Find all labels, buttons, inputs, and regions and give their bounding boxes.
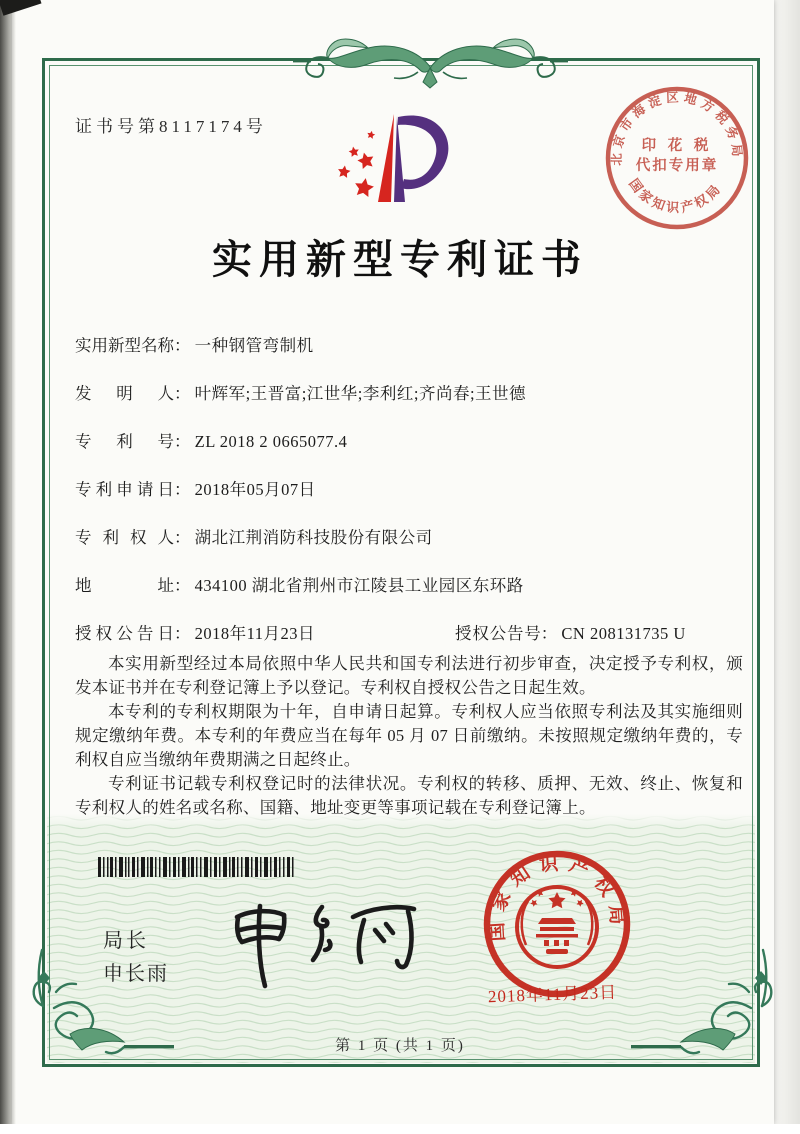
field-label: 实用新型名称	[75, 336, 174, 355]
tax-stamp	[603, 84, 751, 232]
field-value-filing-date: 2018年05月07日	[194, 480, 316, 499]
signer-name: 申长雨	[103, 963, 169, 985]
field-value-utility-model-name: 一种钢管弯制机	[194, 336, 314, 355]
field-value-inventors: 叶辉军;王晋富;江世华;李利红;齐尚春;王世德	[194, 384, 527, 403]
field-value-patent-number: ZL 2018 2 0665077.4	[194, 432, 348, 451]
field-label: 地址	[75, 576, 174, 595]
tax-stamp-top-text: 北京市海淀区地方税务局	[609, 90, 745, 166]
field-row: 专利权人： 湖北江荆消防科技股份有限公司	[75, 524, 745, 572]
tax-stamp-center-line1: 印 花 税	[641, 138, 713, 154]
scan-edge-right	[774, 0, 800, 1134]
signer-role: 局长	[103, 930, 149, 952]
border-ornament-bottom-right	[631, 948, 779, 1060]
logo-stars	[337, 130, 376, 198]
field-row-grant: 授权公告日： 2018年11月23日 授权公告号： CN 208131735 U	[75, 620, 745, 668]
field-label: 发明人	[75, 384, 174, 403]
field-row: 专利号： ZL 2018 2 0665077.4	[75, 428, 745, 476]
field-row: 实用新型名称： 一种钢管弯制机	[75, 332, 745, 380]
scan-edge-bottom	[0, 1124, 800, 1134]
certificate-title: 实用新型专利证书	[212, 237, 588, 282]
field-value-grant-date: 2018年11月23日	[194, 624, 316, 643]
seal-date: 2018年11月23日	[487, 982, 618, 1007]
legal-paragraph-2: 本专利的专利权期限为十年，自申请日起算。专利权人应当依照专利法及其实施细则规定缴纳年费。本专利的年费应当在每年 05 月 07 日前缴纳。未按照规定缴纳年费的，专利权自应当缴纳年费期满之日起终止。	[75, 702, 743, 769]
seal-ring-text: 国家知识产权局	[486, 853, 628, 942]
page-footer: 第 1 页 (共 1 页)	[335, 1038, 465, 1054]
field-row: 地址： 434100 湖北省荆州市江陵县工业园区东环路	[75, 572, 745, 620]
cnipa-logo	[332, 98, 492, 228]
field-value-address: 434100 湖北省荆州市江陵县工业园区东环路	[194, 576, 524, 595]
legal-text	[75, 652, 743, 820]
logo-red-spike	[378, 114, 394, 202]
national-emblem	[517, 887, 597, 967]
logo-p-bowl	[398, 115, 448, 189]
logo-purple-bar	[394, 116, 405, 202]
legal-paragraph-3: 专利证书记载专利权登记时的法律状况。专利权的转移、质押、无效、终止、恢复和专利权人的姓名或名称、国籍、地址变更等事项记载在专利登记簿上。	[75, 774, 743, 817]
scan-edge-left	[0, 0, 16, 1134]
tax-stamp-center-line2: 代扣专用章	[635, 158, 719, 174]
field-row: 发明人： 叶辉军;王晋富;江世华;李利红;齐尚春;王世德	[75, 380, 745, 428]
field-value-patentee: 湖北江荆消防科技股份有限公司	[194, 528, 433, 547]
field-label: 专利号	[75, 432, 174, 451]
svg-text:北京市海淀区地方税务局	[610, 89, 745, 165]
field-label: 专利权人	[75, 528, 174, 547]
signature-handwriting	[225, 868, 425, 998]
svg-text:国家知识产权局	[626, 176, 725, 215]
field-value-grant-number: CN 208131735 U	[561, 624, 686, 643]
field-list	[75, 332, 745, 668]
tax-stamp-bottom-text: 国家知识产权局	[626, 175, 725, 216]
border-ornament-bottom-left	[26, 948, 174, 1060]
field-label: 专利申请日	[75, 480, 174, 499]
certificate-number: 证书号第8117174号	[75, 117, 267, 136]
border-ornament-top	[293, 28, 568, 96]
field-label: 授权公告号	[455, 624, 541, 643]
field-label: 授权公告日	[75, 624, 174, 643]
field-row: 专利申请日： 2018年05月07日	[75, 476, 745, 524]
legal-paragraph-1: 本实用新型经过本局依照中华人民共和国专利法进行初步审查，决定授予专利权，颁发本证书并在专利登记簿上予以登记。专利权自授权公告之日起生效。	[75, 654, 743, 697]
